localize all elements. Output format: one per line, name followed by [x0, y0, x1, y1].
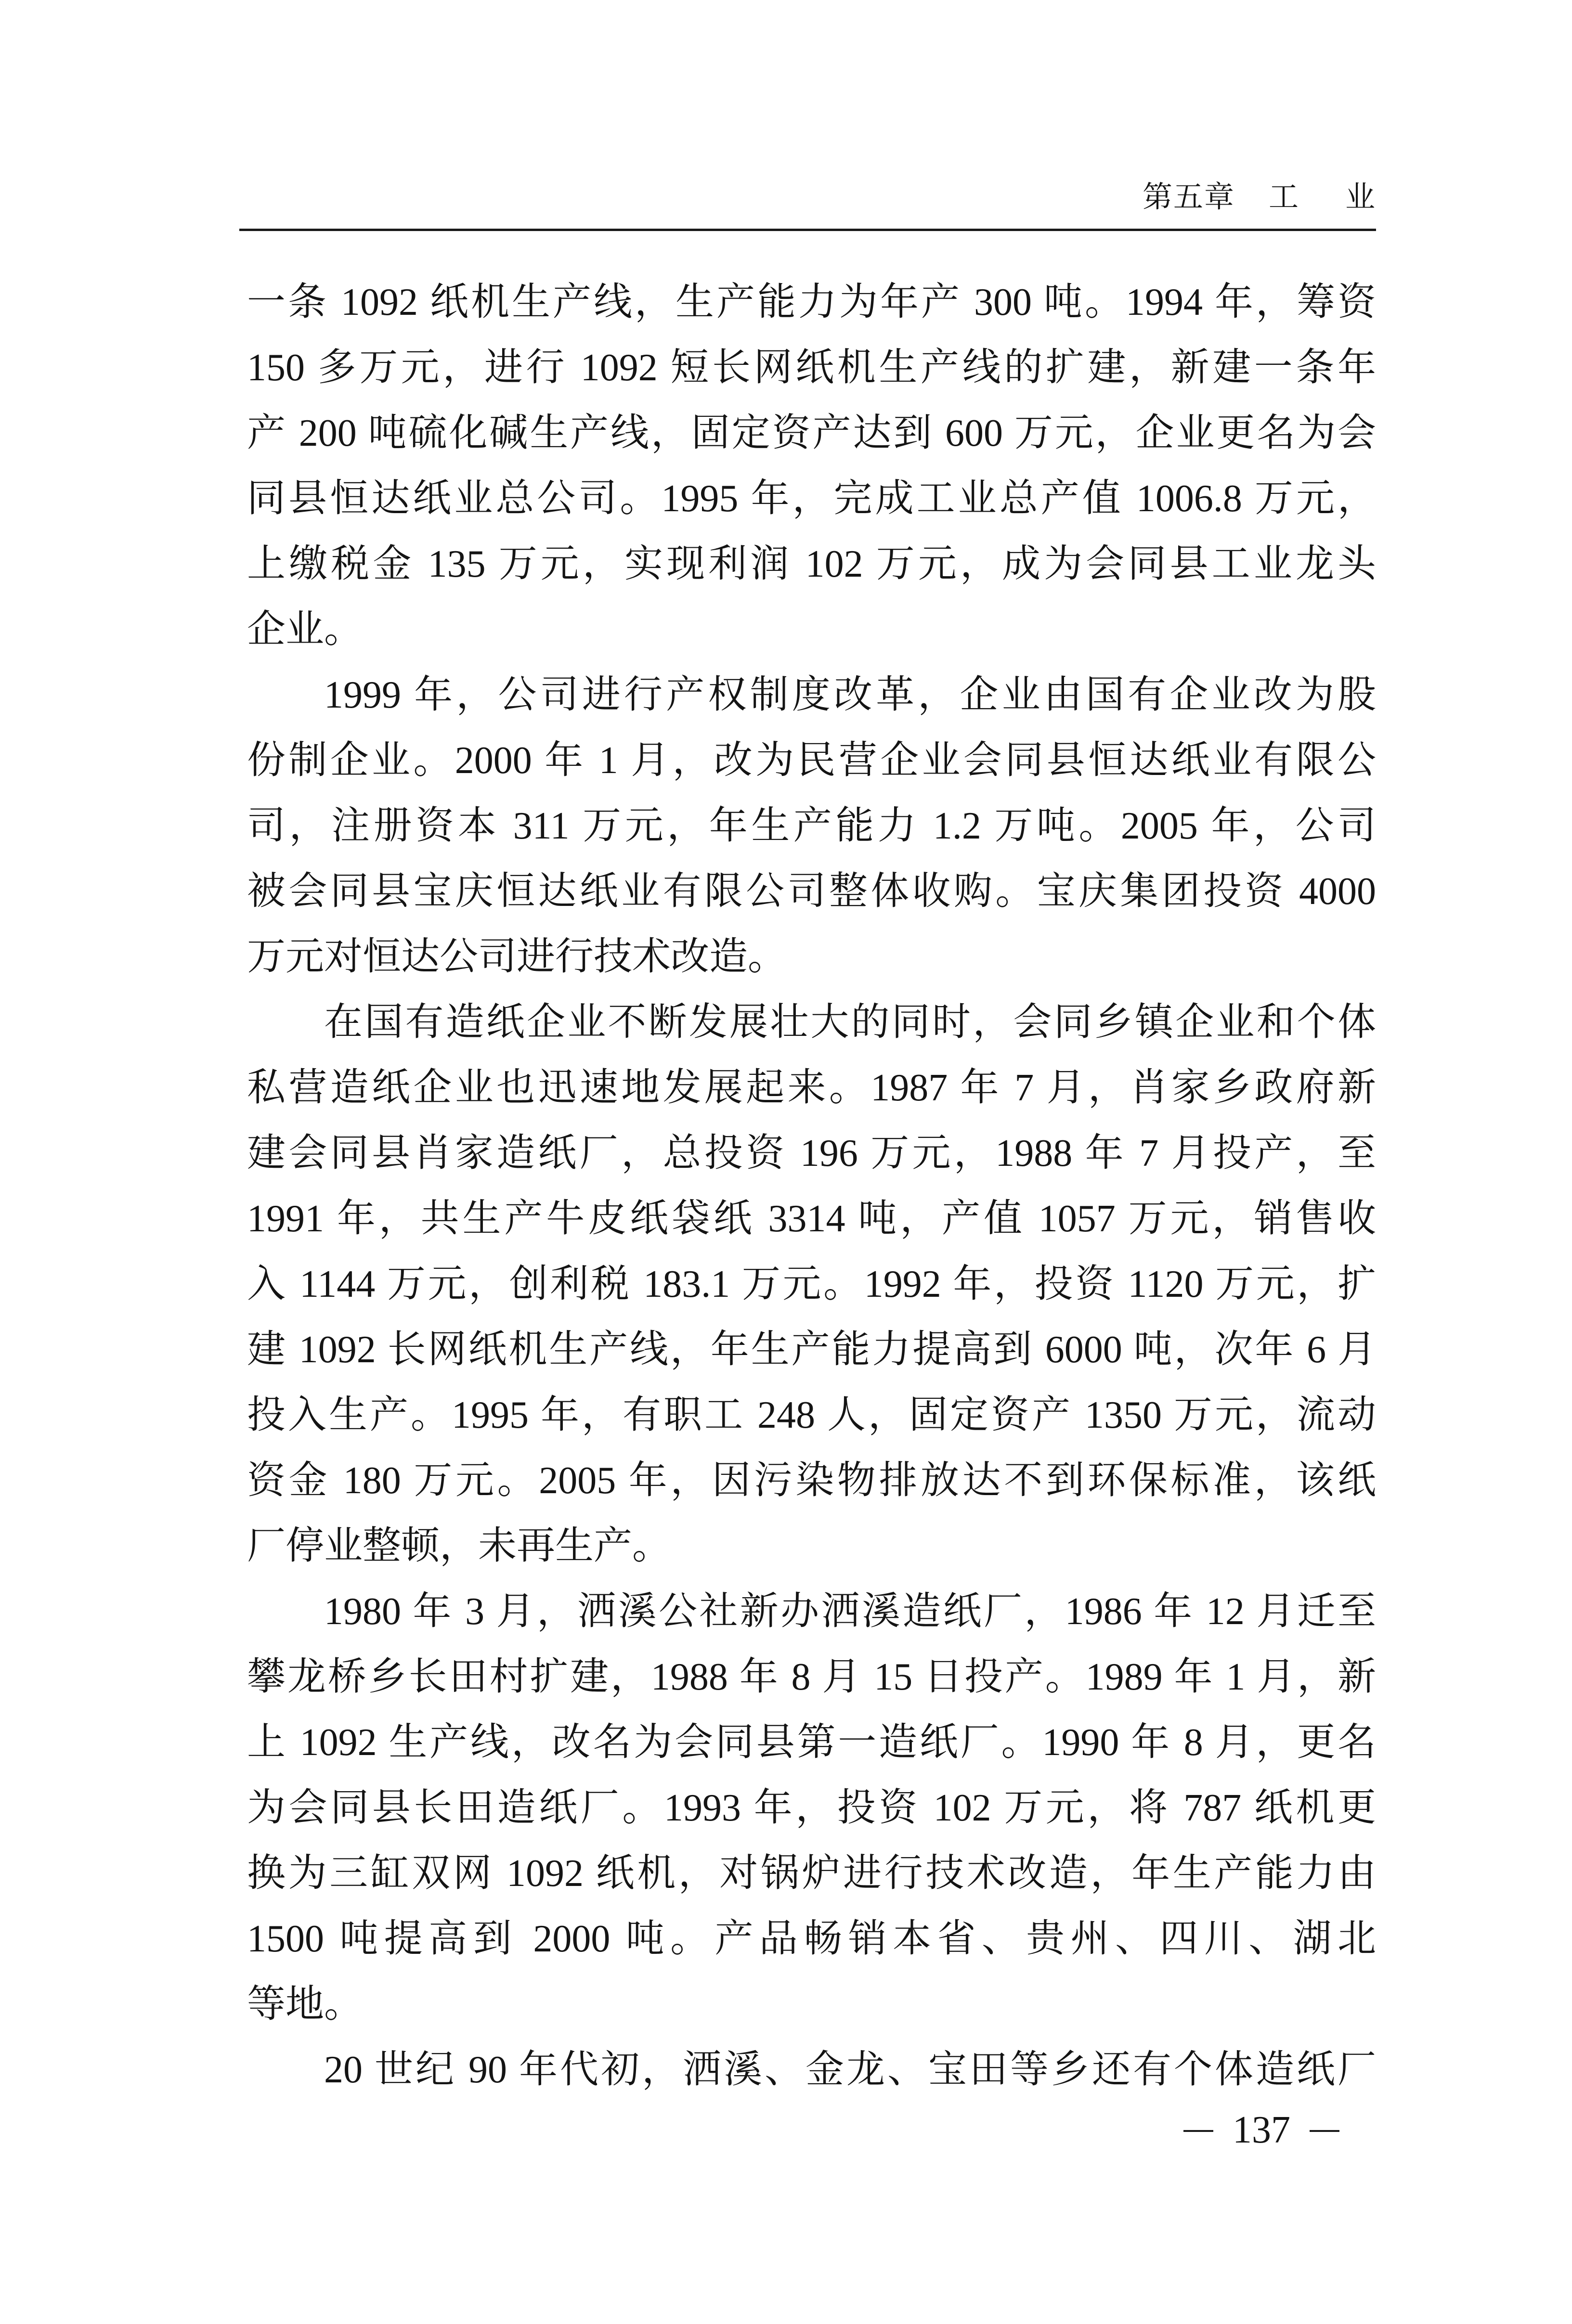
- running-head: [239, 173, 1376, 221]
- text-line: 万元对恒达公司进行技术改造。: [247, 936, 786, 978]
- text-line: 同县恒达纸业总公司。1995 年，完成工业总产值 1006.8 万元，: [247, 478, 1376, 520]
- page-number: [1146, 2104, 1377, 2156]
- text-line: 1980 年 3 月，洒溪公社新办洒溪造纸厂，1986 年 12 月迁至: [324, 1590, 1376, 1633]
- chapter-number: 第五章: [1142, 181, 1235, 214]
- text-line: 建会同县肖家造纸厂，总投资 196 万元，1988 年 7 月投产，至: [247, 1132, 1376, 1175]
- chapter-title-char: 工: [1268, 181, 1299, 214]
- text-line: 一条 1092 纸机生产线，生产能力为年产 300 吨。1994 年，筹资: [247, 281, 1376, 323]
- text-line: 私营造纸企业也迅速地发展起来。1987 年 7 月，肖家乡政府新: [247, 1067, 1376, 1109]
- text-line: 1991 年，共生产牛皮纸袋纸 3314 吨，产值 1057 万元，销售收: [247, 1198, 1376, 1240]
- text-line: 企业。: [247, 608, 363, 651]
- text-line: 为会同县长田造纸厂。1993 年，投资 102 万元，将 787 纸机更: [247, 1787, 1376, 1829]
- header-rule: [239, 229, 1376, 231]
- text-line: 资金 180 万元。2005 年，因污染物排放达不到环保标准，该纸: [247, 1459, 1376, 1502]
- text-line: 换为三缸双网 1092 纸机，对锅炉进行技术改造，年生产能力由: [247, 1852, 1376, 1895]
- body-text: [247, 270, 1376, 2103]
- text-line: 份制企业。2000 年 1 月，改为民营企业会同县恒达纸业有限公: [247, 739, 1376, 782]
- text-line: 等地。: [247, 1983, 363, 2026]
- text-line: 建 1092 长网纸机生产线，年生产能力提高到 6000 吨，次年 6 月: [247, 1329, 1376, 1371]
- page-number-dash-right: [1310, 2130, 1339, 2132]
- text-line: 厂停业整顿，未再生产。: [247, 1525, 671, 1567]
- text-line: 入 1144 万元，创利税 183.1 万元。1992 年，投资 1120 万元，扩: [247, 1263, 1376, 1305]
- paragraph: [247, 990, 1376, 1579]
- text-line: 1500 吨提高到 2000 吨。产品畅销本省、贵州、四川、湖北: [247, 1918, 1376, 1960]
- text-line: 上缴税金 135 万元，实现利润 102 万元，成为会同县工业龙头: [247, 543, 1376, 585]
- paragraph: [247, 2037, 1376, 2103]
- text-line: 150 多万元，进行 1092 短长网纸机生产线的扩建，新建一条年: [247, 347, 1376, 389]
- text-line: 在国有造纸企业不断发展壮大的同时，会同乡镇企业和个体: [324, 1001, 1376, 1044]
- text-line: 20 世纪 90 年代初，洒溪、金龙、宝田等乡还有个体造纸厂: [324, 2049, 1376, 2091]
- text-line: 攀龙桥乡长田村扩建，1988 年 8 月 15 日投产。1989 年 1 月，新: [247, 1656, 1376, 1698]
- paragraph: [247, 270, 1376, 662]
- chapter-title: [1269, 173, 1376, 221]
- page-number-dash-left: [1183, 2130, 1213, 2132]
- text-line: 1999 年，公司进行产权制度改革，企业由国有企业改为股: [324, 674, 1376, 716]
- text-line: 投入生产。1995 年，有职工 248 人，固定资产 1350 万元，流动: [247, 1394, 1376, 1436]
- paragraph: [247, 662, 1376, 990]
- text-line: 上 1092 生产线，改名为会同县第一造纸厂。1990 年 8 月，更名: [247, 1721, 1376, 1764]
- paragraph: [247, 1579, 1376, 2037]
- text-line: 司，注册资本 311 万元，年生产能力 1.2 万吨。2005 年，公司: [247, 805, 1376, 847]
- text-line: 产 200 吨硫化碱生产线，固定资产达到 600 万元，企业更名为会: [247, 412, 1376, 454]
- page-number-value: 137: [1233, 2109, 1290, 2151]
- text-line: 被会同县宝庆恒达纸业有限公司整体收购。宝庆集团投资 4000: [247, 870, 1376, 913]
- chapter-title-char: 业: [1345, 181, 1376, 214]
